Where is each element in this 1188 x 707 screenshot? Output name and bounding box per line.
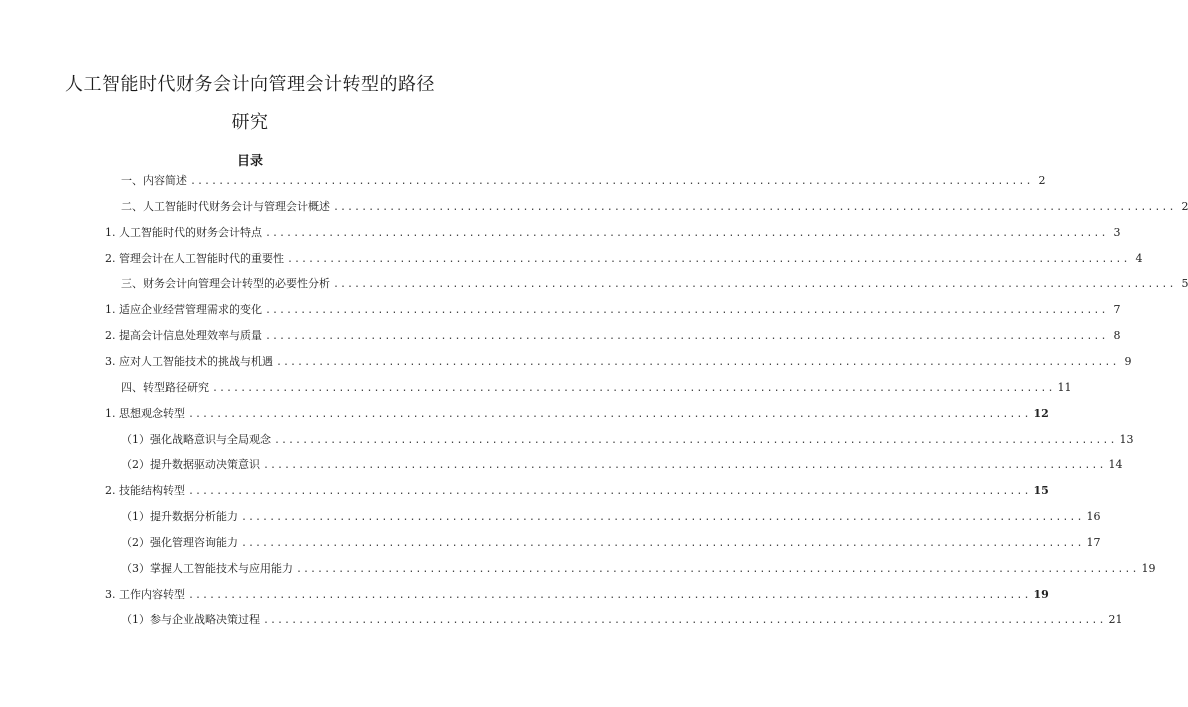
toc-dot-leader: ........................................................................................................................ bbox=[241, 512, 1084, 524]
toc-entry[interactable] bbox=[121, 534, 1101, 552]
toc-entry[interactable] bbox=[121, 275, 1188, 293]
toc-entry-page: 19 bbox=[1033, 587, 1049, 601]
toc-entry-page: 16 bbox=[1086, 510, 1101, 524]
toc-dot-leader: ........................................................................................................................ bbox=[274, 434, 1117, 446]
toc-entry[interactable] bbox=[105, 405, 1049, 423]
toc-entry-label: 2. 提高会计信息处理效率与质量 bbox=[105, 329, 262, 343]
toc-dot-leader: ........................................................................................................................ bbox=[188, 589, 1031, 601]
toc-entry[interactable] bbox=[121, 560, 1156, 578]
toc-dot-leader: ........................................................................................................................ bbox=[333, 279, 1176, 291]
toc-entry-page: 3 bbox=[1113, 225, 1121, 239]
toc-dot-leader: ........................................................................................................................ bbox=[263, 460, 1106, 472]
toc-entry[interactable] bbox=[105, 353, 1132, 371]
toc-entry[interactable] bbox=[121, 379, 1072, 397]
toc-entry-page: 14 bbox=[1108, 458, 1123, 472]
toc-entry[interactable] bbox=[105, 586, 1049, 604]
toc-entry-page: 2 bbox=[1181, 199, 1188, 213]
toc-entry[interactable] bbox=[105, 327, 1121, 345]
toc-entry-page: 19 bbox=[1141, 561, 1156, 575]
toc-entry[interactable] bbox=[121, 508, 1101, 526]
toc-entry-page: 9 bbox=[1124, 354, 1132, 368]
toc-entry-label: （3）掌握人工智能技术与应用能力 bbox=[121, 561, 293, 575]
toc-entry[interactable] bbox=[121, 431, 1134, 449]
toc-entry-page: 8 bbox=[1113, 329, 1121, 343]
toc-heading: 目录 bbox=[236, 154, 263, 169]
toc-entry-page: 21 bbox=[1108, 613, 1123, 627]
toc-dot-leader: ........................................................................................................................ bbox=[265, 305, 1108, 317]
toc-dot-leader: ........................................................................................................................ bbox=[212, 382, 1055, 394]
toc-entry-page: 4 bbox=[1135, 251, 1143, 265]
toc-entry[interactable] bbox=[121, 172, 1046, 190]
toc-dot-leader: ........................................................................................................................ bbox=[276, 356, 1119, 368]
toc-dot-leader: ........................................................................................................................ bbox=[333, 201, 1176, 213]
toc-entry-page: 12 bbox=[1033, 406, 1049, 420]
toc-entry-page: 11 bbox=[1057, 380, 1072, 394]
toc-entry-page: 2 bbox=[1038, 174, 1046, 187]
toc-entry-label: （1）参与企业战略决策过程 bbox=[121, 613, 260, 627]
toc-entry-label: 2. 管理会计在人工智能时代的重要性 bbox=[105, 251, 284, 265]
toc-dot-leader: ........................................................................................................................ bbox=[190, 176, 1033, 187]
toc-entry-label: 四、转型路径研究 bbox=[121, 380, 209, 394]
toc-entry-label: （1）提升数据分析能力 bbox=[121, 510, 238, 524]
toc-entry[interactable] bbox=[105, 224, 1121, 242]
toc-dot-leader: ........................................................................................................................ bbox=[287, 253, 1130, 265]
toc-entry[interactable] bbox=[105, 301, 1121, 319]
document-title-line2: 研究 bbox=[231, 112, 269, 133]
toc-entry-page: 15 bbox=[1033, 484, 1049, 498]
toc-entry-label: 三、财务会计向管理会计转型的必要性分析 bbox=[121, 277, 330, 291]
toc-dot-leader: ........................................................................................................................ bbox=[265, 331, 1108, 343]
toc-entry-label: 1. 人工智能时代的财务会计特点 bbox=[105, 225, 262, 239]
toc-entry-label: 一、内容简述 bbox=[121, 174, 187, 187]
toc-entry-label: 1. 思想观念转型 bbox=[105, 406, 185, 420]
toc-dot-leader: ........................................................................................................................ bbox=[263, 615, 1106, 627]
toc-entry-label: （2）提升数据驱动决策意识 bbox=[121, 458, 260, 472]
toc-entry-label: （2）强化管理咨询能力 bbox=[121, 535, 238, 549]
toc-dot-leader: ........................................................................................................................ bbox=[241, 537, 1084, 549]
toc-entry-page: 17 bbox=[1086, 535, 1101, 549]
toc-entry[interactable] bbox=[121, 198, 1188, 216]
toc-entry-label: 3. 工作内容转型 bbox=[105, 587, 185, 601]
toc-entry-page: 13 bbox=[1119, 432, 1134, 446]
toc-entry[interactable] bbox=[121, 456, 1123, 474]
document-title-line1: 人工智能时代财务会计向管理会计转型的路径 bbox=[65, 74, 435, 95]
toc-entry-label: 二、人工智能时代财务会计与管理会计概述 bbox=[121, 199, 330, 213]
toc-entry[interactable] bbox=[121, 611, 1123, 629]
toc-entry[interactable] bbox=[105, 482, 1049, 500]
toc-entry-page: 7 bbox=[1113, 303, 1121, 317]
toc-entry-label: 2. 技能结构转型 bbox=[105, 484, 185, 498]
toc-dot-leader: ........................................................................................................................ bbox=[188, 408, 1031, 420]
toc-entry-label: 3. 应对人工智能技术的挑战与机遇 bbox=[105, 354, 273, 368]
toc-entry-page: 5 bbox=[1181, 277, 1188, 291]
toc-dot-leader: ........................................................................................................................ bbox=[188, 486, 1031, 498]
toc-entry-label: （1）强化战略意识与全局观念 bbox=[121, 432, 271, 446]
toc-dot-leader: ........................................................................................................................ bbox=[296, 563, 1139, 575]
toc-entry-label: 1. 适应企业经营管理需求的变化 bbox=[105, 303, 262, 317]
toc-entry[interactable] bbox=[105, 250, 1143, 268]
toc-dot-leader: ........................................................................................................................ bbox=[265, 227, 1108, 239]
